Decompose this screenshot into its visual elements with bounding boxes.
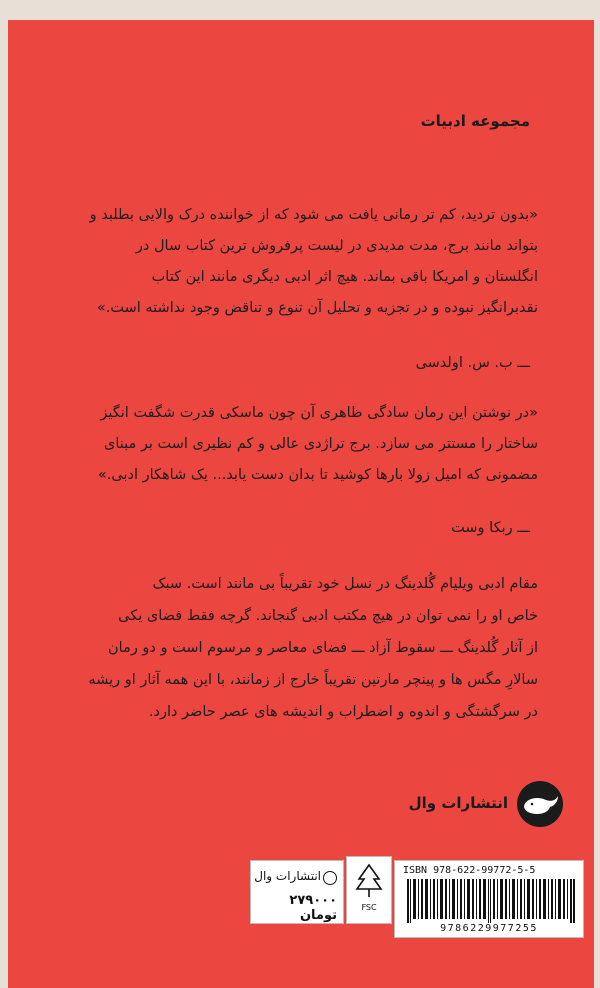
quote-line: «بدون تردید، کم تر رمانی یافت می شود که از خواننده درک والایی بطلبد و bbox=[89, 207, 538, 223]
quote-line: ساختار را مستتر می سازد. برج تراژدی عالی و کم نظیری است بر مبنای bbox=[103, 436, 538, 452]
description-line: مقام ادبی ویلیام گُلدینگ در نسل خود تقریباً بی مانند است. سبک bbox=[152, 576, 538, 592]
publisher-mark-icon bbox=[323, 871, 337, 885]
publisher-name: انتشارات وال bbox=[408, 794, 508, 812]
barcode bbox=[407, 879, 575, 923]
quote-line: نقدبرانگیز نبوده و در تجزیه و تحلیل آن تنوع و تناقض وجود نداشته است.» bbox=[96, 300, 538, 316]
quote-line: مضمونی که امیل زولا بارها کوشید تا بدان دست یابد... یک شاهکار ادبی.» bbox=[97, 467, 538, 483]
description-line: در سرگشتگی و اندوه و اضطراب و اندیشه های عصر حاضر دارد. bbox=[148, 704, 538, 720]
quote-west bbox=[55, 398, 538, 491]
description-line: از آثار گُلدینگ ـــ سقوط آزاد ـــ فضای معاصر و مرسوم است و دو رمان bbox=[107, 640, 538, 656]
price-label bbox=[250, 860, 344, 924]
quote-oldsey bbox=[55, 200, 538, 324]
quote-attribution-west: ـــ ربکا وست bbox=[451, 520, 530, 536]
whale-icon bbox=[516, 780, 564, 828]
fsc-label: FSC bbox=[361, 903, 377, 912]
fsc-tree-icon bbox=[347, 857, 391, 903]
quote-line: انگلستان و امریکا باقی بماند. هیچ اثر ادبی دیگری مانند این کتاب bbox=[151, 269, 538, 285]
isbn-text: ISBN 978-622-99772-5-5 bbox=[403, 865, 536, 876]
quote-line: «در نوشتن این رمان سادگی ظاهری آن چون ماسکی قدرت شگفت انگیز bbox=[100, 405, 538, 421]
description-line: سالارِ مگس ها و پینچر مارتین تقریباً خارج از زمانند، با این همه آثار او ریشه bbox=[88, 672, 538, 688]
price-publisher: انتشارات وال bbox=[254, 869, 321, 883]
back-cover bbox=[8, 20, 594, 988]
barcode-digits: 9786229977255 bbox=[440, 923, 538, 934]
description-line: خاص او را نمی توان در هیچ مکتب ادبی گنجاند. گرچه فقط فضای یکی bbox=[118, 608, 538, 624]
fsc-badge bbox=[346, 856, 392, 924]
author-description bbox=[55, 568, 538, 728]
series-title: مجموعه ادبیات bbox=[420, 112, 530, 130]
quote-attribution-oldsey: ـــ ب. س. اولدسی bbox=[415, 355, 530, 371]
quote-line: بتواند مانند برج، مدت مدیدی در لیست پرفروش ترین کتاب سال در bbox=[135, 238, 538, 254]
price-value: ۲۷۹۰۰۰ تومان bbox=[289, 893, 337, 923]
isbn-barcode-box bbox=[394, 860, 584, 938]
